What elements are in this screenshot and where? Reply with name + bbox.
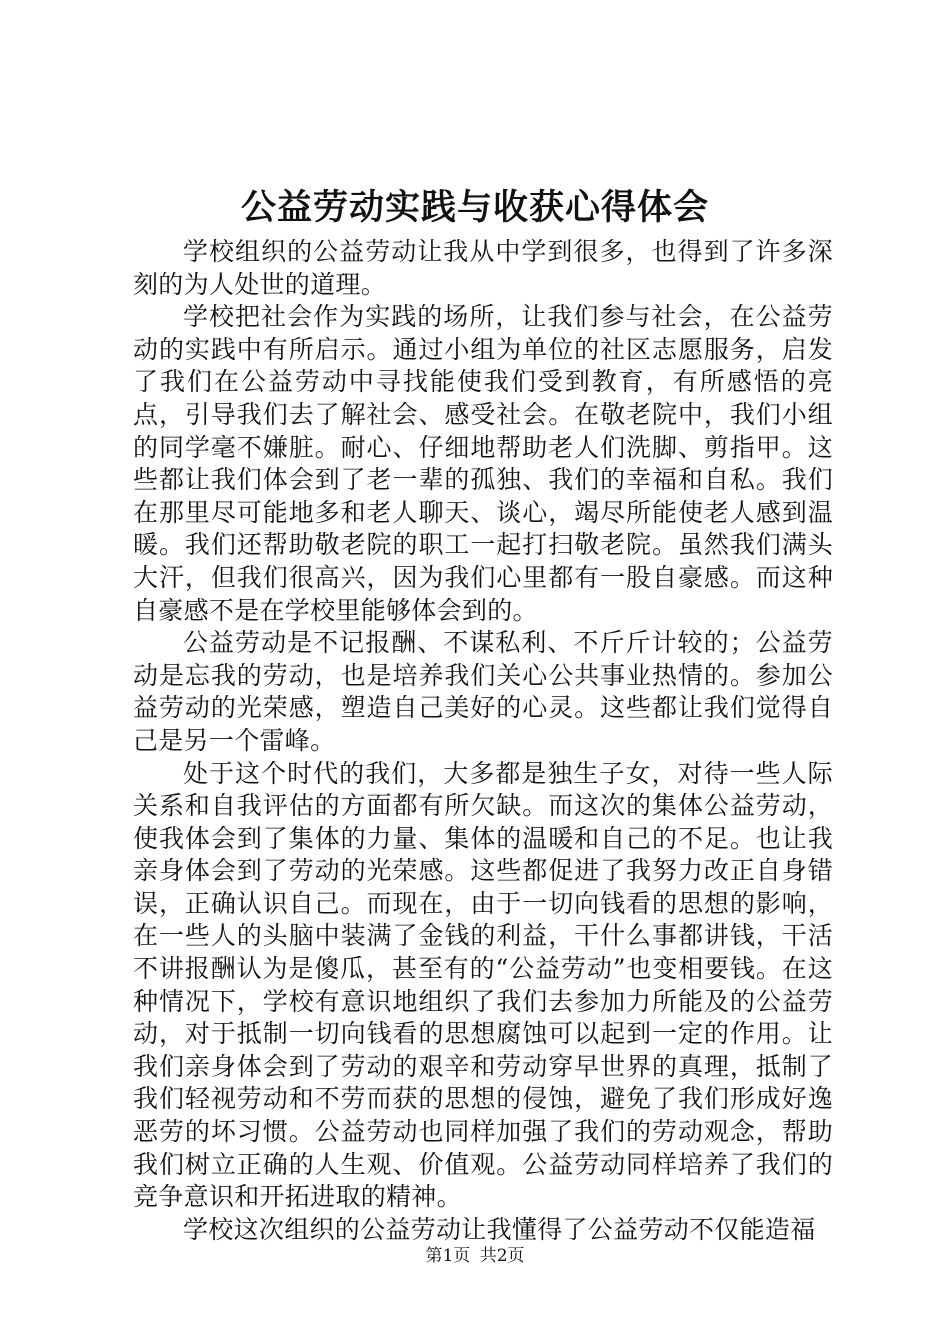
paragraph-4: 处于这个时代的我们，大多都是独生子女，对待一些人际关系和自我评估的方面都有所欠缺。而这次的集体公益劳动，使我体会到了集体的力量、集体的温暖和自己的不足。也让我亲身体会到了劳动的光荣感。这些都促进了我努力改正自身错误，正确认识自己。而现在，由于一切向钱看的思想的影响，在一些人的头脑中装满了金钱的利益，干什么事都讲钱，干活不讲报酬认为是傻瓜，甚至有的“公益劳动”也变相要钱。在这种情况下，学校有意识地组织了我们去参加力所能及的公益劳动，对于抵制一切向钱看的思想腐蚀可以起到一定的作用。让我们亲身体会到了劳动的艰辛和劳动穿早世界的真理，抵制了我们轻视劳动和不劳而获的思想的侵蚀，避免了我们形成好逸恶劳的坏习惯。公益劳动也同样加强了我们的劳动观念，帮助我们树立正确的人生观、价值观。公益劳动同样培养了我们的竞争意识和开拓进取的精神。 [133, 758, 833, 1212]
paragraph-3: 公益劳动是不记报酬、不谋私利、不斤斤计较的；公益劳动是忘我的劳动，也是培养我们关心公共事业热情的。参加公益劳动的光荣感，塑造自己美好的心灵。这些都让我们觉得自己是另一个雷峰。 [133, 628, 833, 755]
paragraph-5: 学校这次组织的公益劳动让我懂得了公益劳动不仅能造福 [183, 1214, 816, 1244]
page-number: 第1页 [425, 1246, 471, 1266]
paragraph-2: 学校把社会作为实践的场所，让我们参与社会，在公益劳动的实践中有所启示。通过小组为单位的社区志愿服务，启发了我们在公益劳动中寻找能使我们受到教育，有所感悟的亮点，引导我们去了解社会、感受社会。在敬老院中，我们小组的同学毫不嫌脏。耐心、仔细地帮助老人们洗脚、剪指甲。这些都让我们体会到了老一辈的孤独、我们的幸福和自私。我们在那里尽可能地多和老人聊天、谈心，竭尽所能使老人感到温暖。我们还帮助敬老院的职工一起打扫敬老院。虽然我们满头大汗，但我们很高兴，因为我们心里都有一股自豪感。而这种自豪感不是在学校里能够体会到的。 [133, 302, 833, 625]
document-title: 公益劳动实践与收获心得体会 [240, 187, 709, 228]
page-total: 共2页 [479, 1246, 525, 1266]
page-footer [0, 1244, 950, 1268]
document-body [133, 236, 833, 1246]
paragraph-1: 学校组织的公益劳动让我从中学到很多，也得到了许多深刻的为人处世的道理。 [133, 237, 833, 299]
